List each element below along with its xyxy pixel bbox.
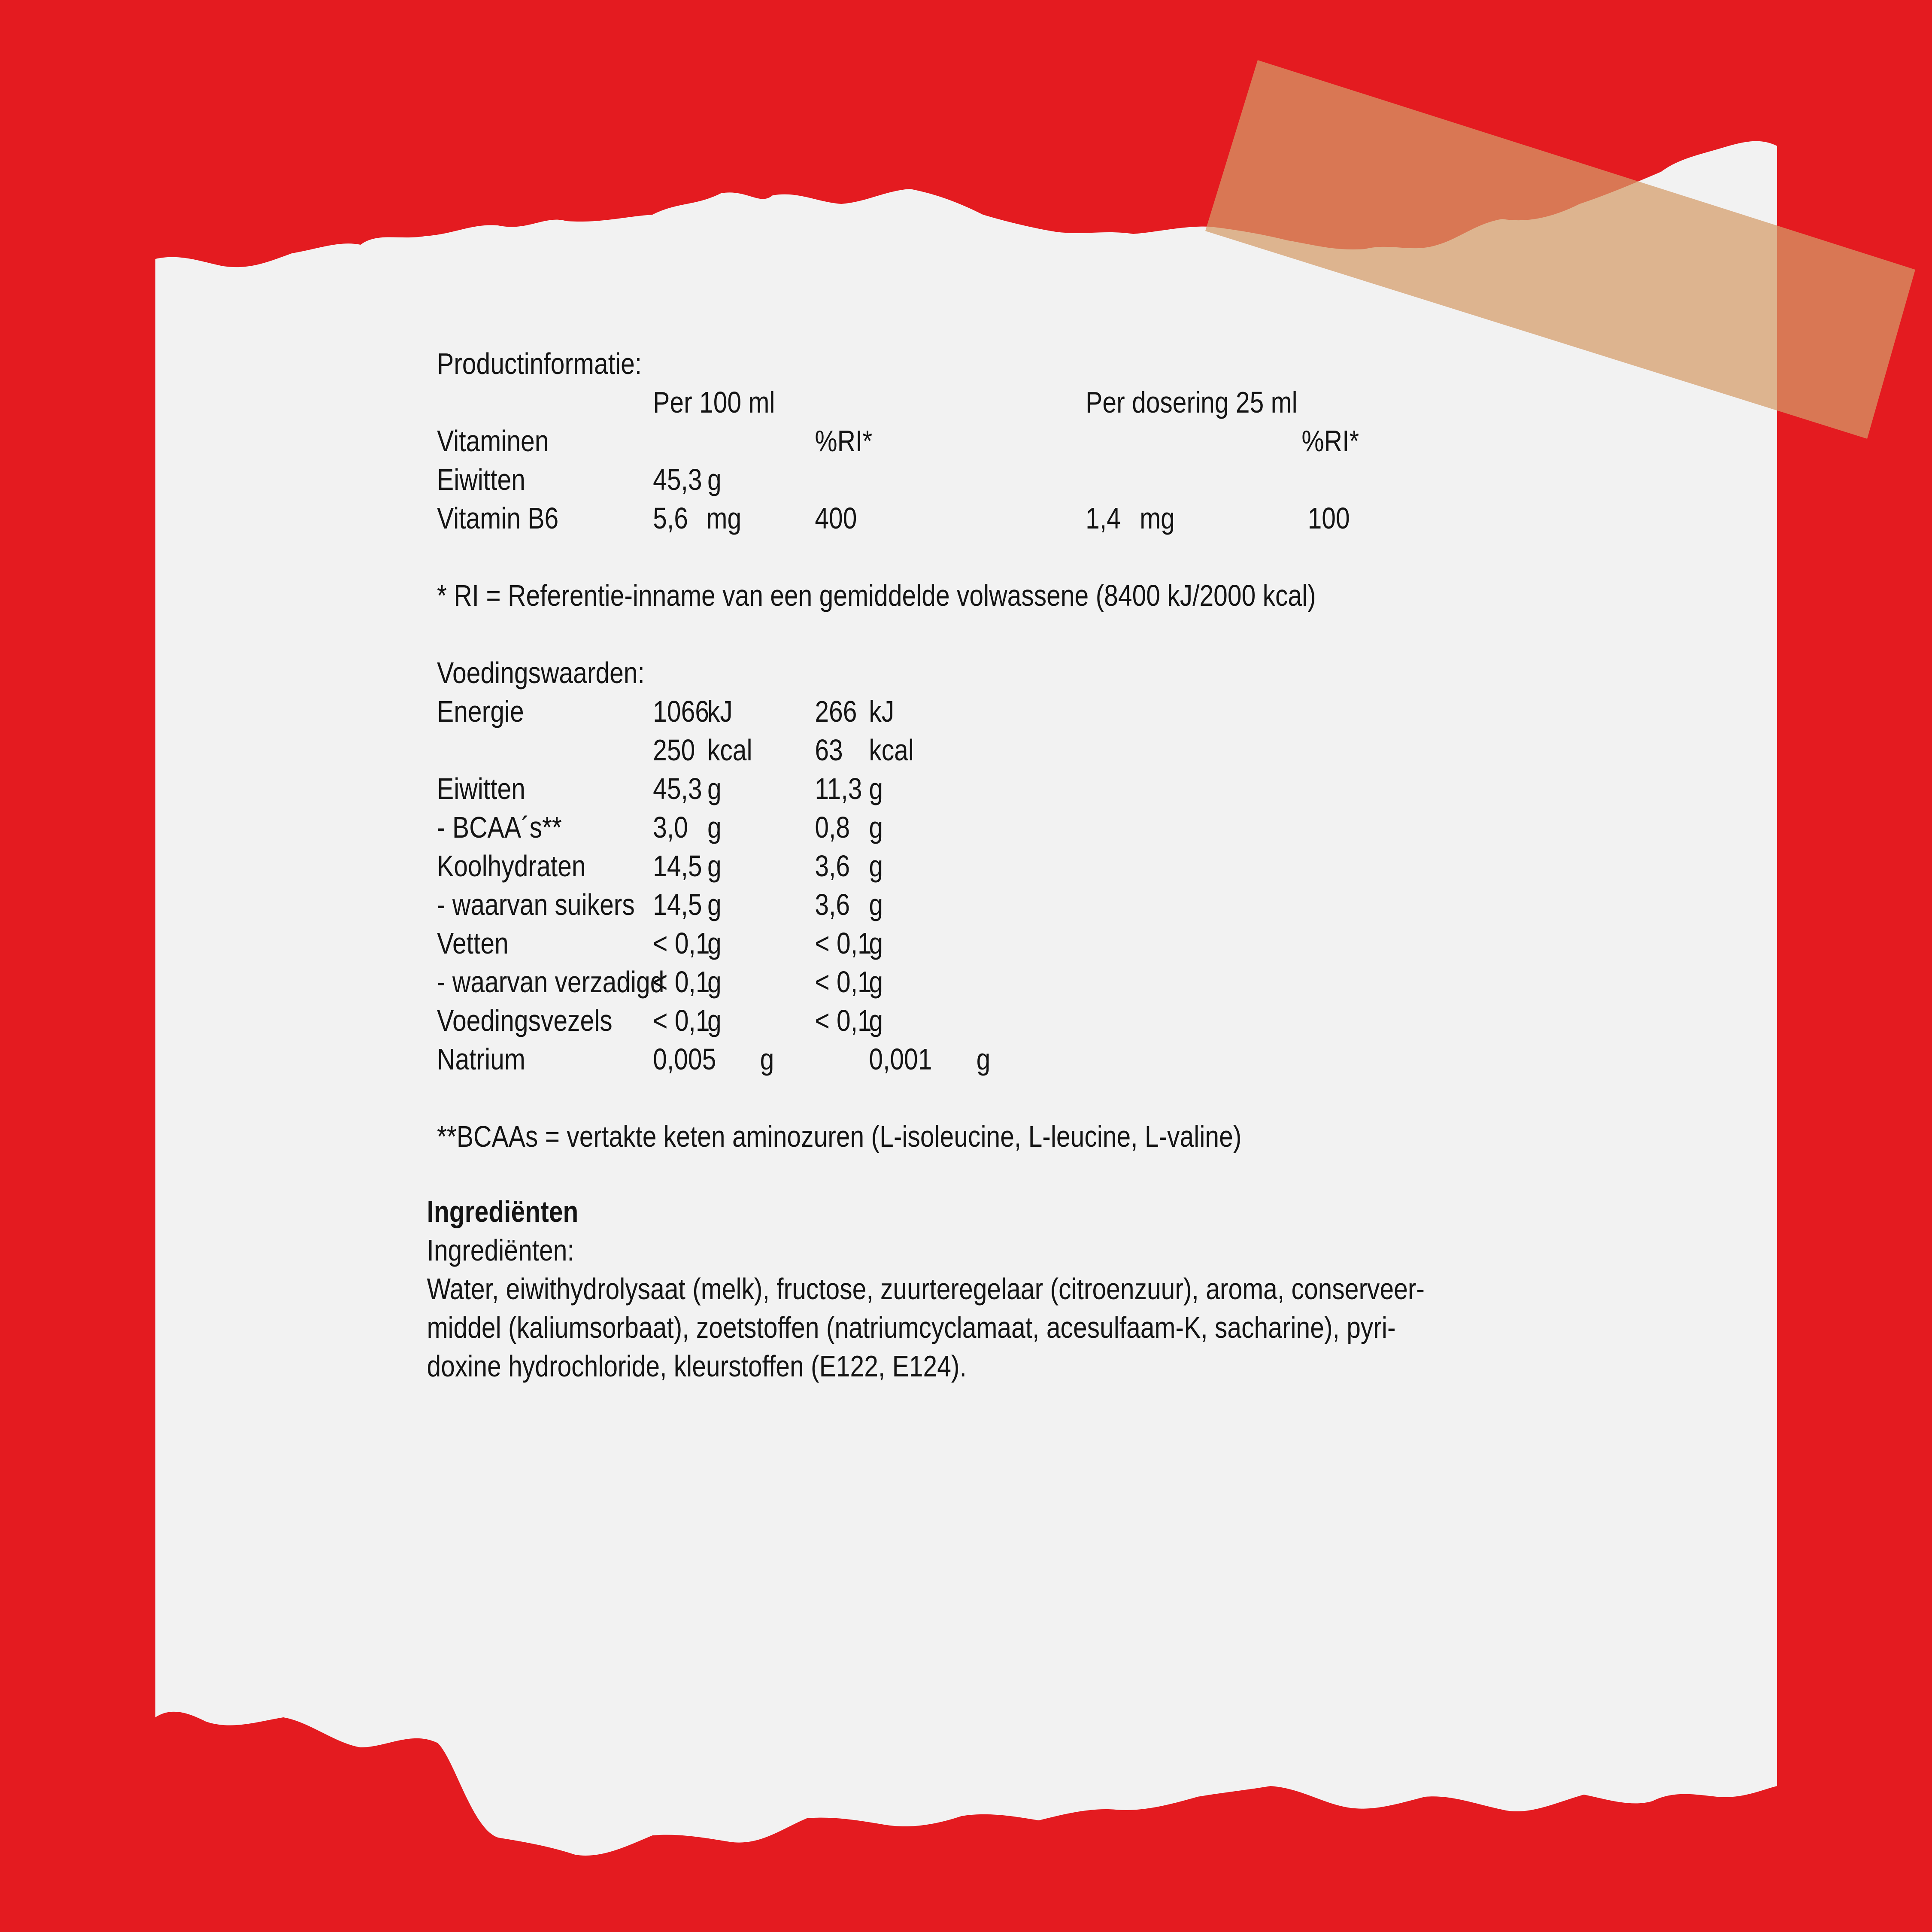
- row-value-dose: 3,6: [815, 849, 850, 883]
- ingredients-line: middel (kaliumsorbaat), zoetstoffen (natriumcyclamaat, acesulfaam-K, sacharine), pyri-: [427, 1311, 1396, 1344]
- row-unit-100: g: [760, 1042, 774, 1076]
- row-unit-dose: kJ: [869, 695, 895, 728]
- row-value-100: 14,5: [653, 849, 702, 883]
- row-unit-dose: g: [869, 965, 883, 999]
- vitamins-label: Vitaminen: [437, 424, 549, 458]
- row-name: Koolhydraten: [437, 849, 586, 883]
- row-value-dose: 1,4: [1086, 501, 1121, 535]
- row-value-dose: < 0,1: [815, 1004, 872, 1037]
- ri-footnote: * RI = Referentie-inname van een gemiddelde volwassene (8400 kJ/2000 kcal): [437, 579, 1316, 612]
- row-value-100: < 0,1: [653, 965, 710, 999]
- row-unit-100: g: [707, 849, 722, 883]
- row-value-dose: 0,8: [815, 811, 850, 844]
- row-name: Vitamin B6: [437, 501, 559, 535]
- row-unit-dose: mg: [1140, 501, 1175, 535]
- row-name: Natrium: [437, 1042, 525, 1076]
- row-value-dose: < 0,1: [815, 965, 872, 999]
- row-unit-dose: g: [976, 1042, 991, 1076]
- row-unit-100: g: [707, 888, 722, 921]
- row-value-100: 45,3: [653, 463, 702, 496]
- row-unit-dose: g: [869, 811, 883, 844]
- row-value-dose: 63: [815, 733, 843, 767]
- row-ri-100: 400: [815, 501, 857, 535]
- row-unit-100: kJ: [707, 695, 733, 728]
- product-info-heading: Productinformatie:: [437, 347, 642, 380]
- row-value-dose: 3,6: [815, 888, 850, 921]
- row-value-dose: 11,3: [815, 772, 862, 805]
- row-name: Vetten: [437, 927, 509, 960]
- row-unit-dose: g: [869, 1004, 883, 1037]
- row-unit-100: mg: [706, 501, 742, 535]
- row-value-100: 1066: [653, 695, 709, 728]
- ingredients-subtitle: Ingrediënten:: [427, 1233, 574, 1267]
- row-value-100: 5,6: [653, 501, 688, 535]
- row-value-100: 45,3: [653, 772, 702, 805]
- row-value-100: 3,0: [653, 811, 688, 844]
- ingredients-line: doxine hydrochloride, kleurstoffen (E122, E124).: [427, 1349, 967, 1383]
- bcaa-footnote: **BCAAs = vertakte keten aminozuren (L-isoleucine, L-leucine, L-valine): [437, 1120, 1242, 1153]
- row-unit-dose: g: [869, 888, 883, 921]
- row-value-100: 250: [653, 733, 695, 767]
- row-unit-100: g: [707, 965, 722, 999]
- document-body: [70, 0, 1693, 1932]
- row-unit-100: g: [707, 463, 722, 496]
- row-name: - BCAA´s**: [437, 811, 562, 844]
- row-unit-100: g: [707, 811, 722, 844]
- row-value-dose: 0,001: [869, 1042, 932, 1076]
- row-unit-dose: g: [869, 927, 883, 960]
- ri-label-100: %RI*: [815, 424, 873, 458]
- row-value-100: < 0,1: [653, 927, 710, 960]
- ri-label-dose: %RI*: [1301, 424, 1359, 458]
- column-per-dose: Per dosering 25 ml: [1086, 386, 1298, 419]
- row-unit-100: kcal: [707, 733, 752, 767]
- nutrition-heading: Voedingswaarden:: [437, 656, 645, 690]
- row-name: - waarvan verzadigd: [437, 965, 664, 999]
- row-unit-100: g: [707, 927, 722, 960]
- row-name: Eiwitten: [437, 772, 525, 805]
- row-name: - waarvan suikers: [437, 888, 635, 921]
- row-unit-dose: g: [869, 849, 883, 883]
- row-value-100: 0,005: [653, 1042, 716, 1076]
- row-unit-100: g: [707, 772, 722, 805]
- row-ri-dose: 100: [1307, 501, 1350, 535]
- row-value-dose: < 0,1: [815, 927, 872, 960]
- row-name: Eiwitten: [437, 463, 525, 496]
- row-unit-dose: g: [869, 772, 883, 805]
- column-per-100ml: Per 100 ml: [653, 386, 775, 419]
- row-value-100: 14,5: [653, 888, 702, 921]
- row-value-100: < 0,1: [653, 1004, 710, 1037]
- ingredients-line: Water, eiwithydrolysaat (melk), fructose, zuurteregelaar (citroenzuur), aroma, conserveer-: [427, 1272, 1425, 1306]
- row-unit-100: g: [707, 1004, 722, 1037]
- row-unit-dose: kcal: [869, 733, 914, 767]
- ingredients-title: Ingrediënten: [427, 1195, 579, 1228]
- row-name: Energie: [437, 695, 524, 728]
- row-name: Voedingsvezels: [437, 1004, 613, 1037]
- row-value-dose: 266: [815, 695, 857, 728]
